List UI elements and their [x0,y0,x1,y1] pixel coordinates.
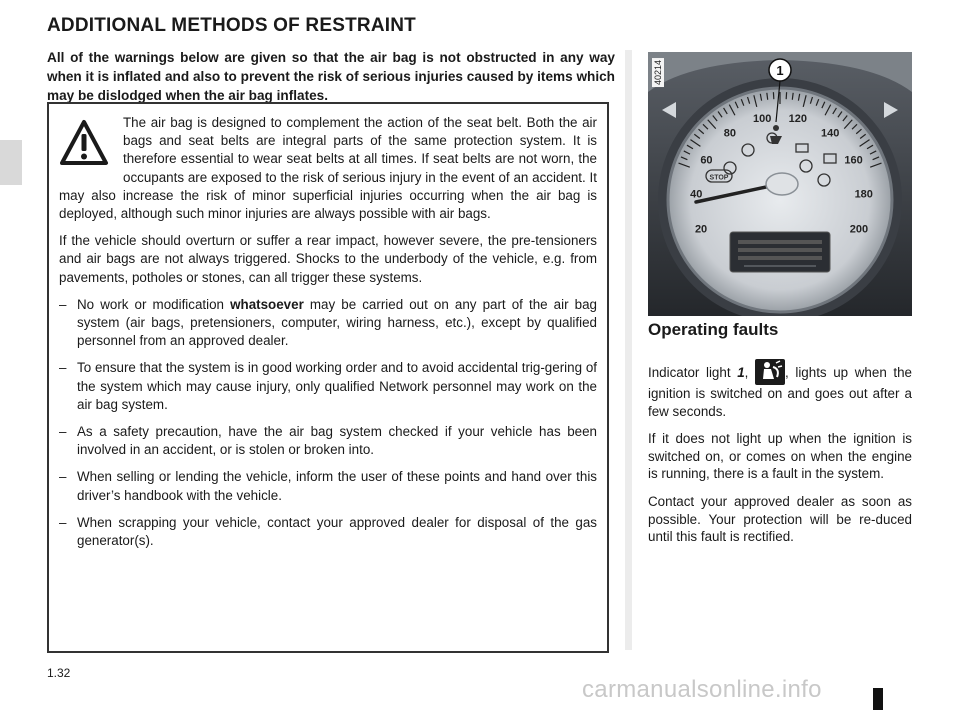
indicator-ref: 1 [737,365,745,380]
faults-paragraph-1: Indicator light 1, , lights up when the ignition is switched on and goes out after a few seconds. [648,359,912,420]
speed-label: 80 [723,127,736,140]
warning-list-item: – To ensure that the system is in good working order and to avoid accidental trig-gering of the system which may cause injury, only qualified Network personnel may work on the air bag system. [59,359,597,414]
speed-label: 40 [690,188,703,201]
airbag-warning-icon [755,359,785,385]
warning-list-item: – When scrapping your vehicle, contact your approved dealer for disposal of the gas generator(s). [59,514,597,550]
speed-label: 100 [753,112,772,125]
faults-p1-text-b: , lights up when the ignition is switched on and goes out after a few seconds. [648,365,912,419]
item1-bold: whatsoever [230,296,304,312]
instrument-cluster-figure [648,52,912,316]
watermark: carmanualsonline.info [582,676,822,703]
warning-list [59,296,597,550]
section-heading: Operating faults [648,320,779,339]
item1-text-b: may be carried out on any part of the air bag system (air bags, pretensioners, computer, wiring harness, etc.), except by qualified personnel from an approved dealer. [77,296,597,349]
page-title: ADDITIONAL METHODS OF RESTRAINT [47,15,416,36]
chapter-tab [0,140,22,185]
corner-mark [873,688,883,710]
warning-list-item: – When selling or lending the vehicle, inform the user of these points and hand over this driver’s handbook with the vehicle. [59,468,597,504]
callout-number: 1 [776,63,784,78]
speed-label: 60 [700,154,713,167]
faults-paragraph-3: Contact your approved dealer as soon as possible. Your protection will be re-duced until this fault is rectified. [648,493,912,545]
speed-label: 20 [694,223,708,236]
speed-tick [792,93,793,100]
warning-paragraph-1: The air bag is designed to complement the action of the seat belt. Both the air bags and seat belts are integral parts of the same protection system. It is therefore essential to wear seat belts at all times. If seat belts are not worn, the occupants are exposed to the risk of serious injury in the event of an accident. It may also increase the risk of minor superficial injuries occurring when the air bag is deployed, although such minor injuries are always possible with air bags. [59,115,597,222]
speed-label: 180 [854,188,873,201]
figure-ref-code: 40214 [653,60,663,86]
warning-paragraph-2: If the vehicle should overturn or suffer a rear impact, however severe, the pre-tensioners and air bags are not always triggered. Shocks to the underbody of the vehicle, e.g. from pavements, potholes or stones, can all trigger these systems. [59,233,597,285]
column-divider [625,50,632,650]
warning-box [47,102,609,653]
speed-label: 200 [849,223,869,236]
warning-list-item [59,296,597,351]
speed-tick [767,93,768,100]
speed-label: 140 [820,127,840,140]
page-number: 1.32 [47,666,71,680]
lcd-segments [738,240,822,260]
faults-paragraph-2: If it does not light up when the ignition is switched on, or comes on when the engine is running, there is a fault in the system. [648,431,912,482]
operating-faults-body [648,359,912,556]
warning-list-item: – As a safety precaution, have the air bag system checked if your vehicle has been involved in an accident, or is stolen or broken into. [59,423,597,459]
speed-label: 120 [788,112,807,125]
warning-triangle-icon [59,118,109,168]
needle-hub [766,173,798,195]
intro-paragraph: All of the warnings below are given so that the air bag is not obstructed in any way when it is inflated and also to prevent the risk of serious injuries caused by items which may be dislodged when the air bag inflates. [47,50,615,103]
stop-lamp-label: STOP [709,174,729,182]
speed-label: 160 [844,154,863,167]
faults-p1-text-a: Indicator light [648,365,738,380]
item1-text-a: No work or modification [77,296,231,312]
